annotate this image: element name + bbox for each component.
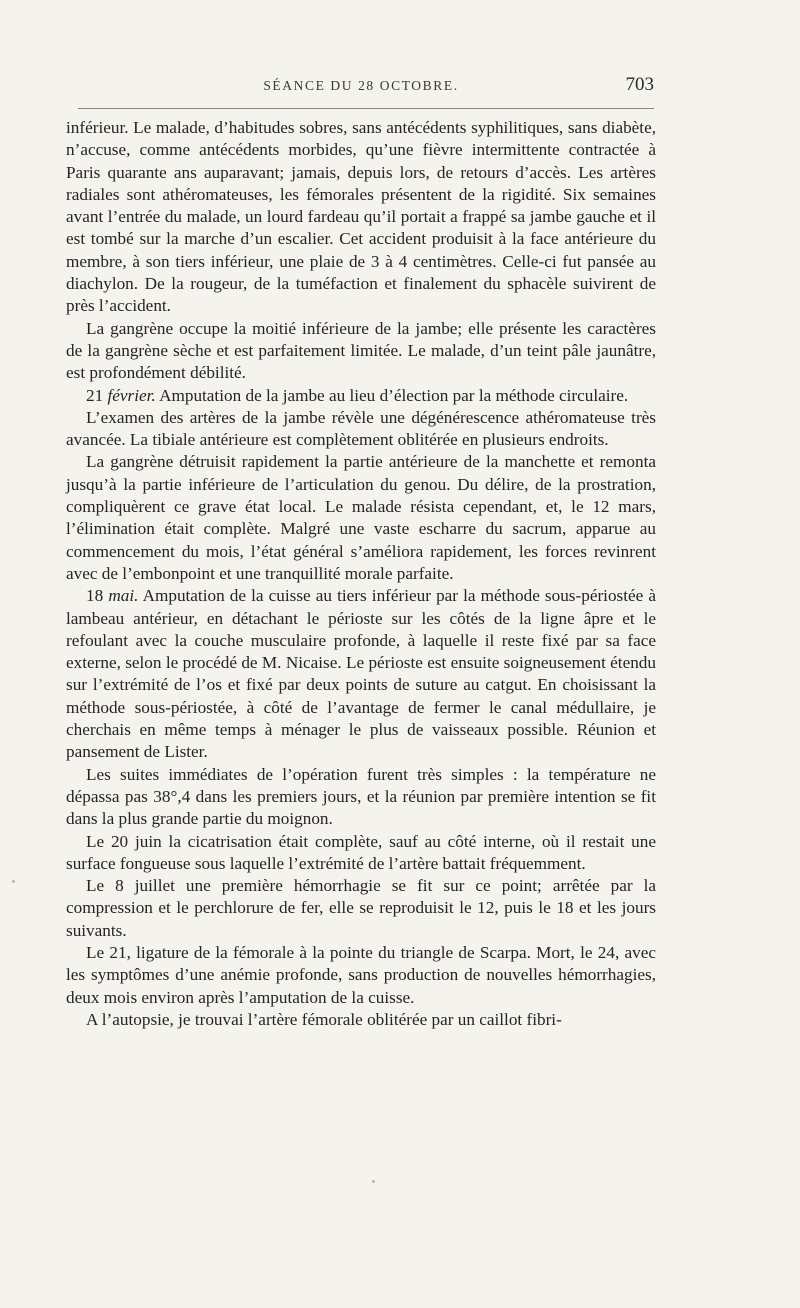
paragraph-postop-course: Les suites immédiates de l’opération furent très simples : la température ne dépassa pas 38°,4 dans les premiers jours, et la réunion par première intention se fit dans la plus grande partie du moignon. xyxy=(66,764,656,829)
running-head: SÉANCE DU 28 OCTOBRE. xyxy=(263,78,459,93)
page-header xyxy=(66,74,656,104)
date-day: 18 xyxy=(86,586,104,606)
paragraph-autopsy: A l’autopsie, je trouvai l’artère fémorale oblitérée par un caillot fibri- xyxy=(86,1009,562,1029)
paragraph-artery-exam: L’examen des artères de la jambe révèle une dégénérescence athéromateuse très avancée. La tibiale antérieure est complètement oblitérée en plusieurs endroits. xyxy=(66,407,656,450)
date-day: 21 xyxy=(86,385,104,405)
page-number: 703 xyxy=(625,74,654,95)
paragraph-patient-history: inférieur. Le malade, d’habitudes sobres, sans antécédents syphilitiques, sans diabète, n’accuse, comme antécédents morbides, qu’une fièvre intermittente contractée à Paris quarante ans auparavant; jamais, depuis lors, de retours d’accès. Les artères radiales sont athéromateuses, les fémorales présentent de la rigidité. Six semaines avant l’entrée du malade, un lourd fardeau qu’il portait a frappé sa jambe gauche et il est tombé sur la marche d’un escalier. Cet accident produisit à la face antérieure du membre, à son tiers inférieur, une plaie de 3 à 4 centimètres. Celle-ci fut pansée au diachylon. De la rougeur, de la tuméfaction et finalement du sphacèle suivirent de près l’accident. xyxy=(66,118,656,316)
header-rule xyxy=(78,108,654,109)
date-month: février. xyxy=(107,385,156,405)
paragraph-thigh-amputation xyxy=(66,585,656,763)
paragraph-body: Amputation de la cuisse au tiers inférieur par la méthode sous-périostée à lambeau antérieur, en détachant le périoste sur les côtés de la ligne âpre et le refoulant avec la couche musculaire profonde, à laquelle il reste fixé par sa face externe, selon le procédé de M. Nicaise. Le périoste est ensuite soigneusement étendu sur l’extrémité de l’os et fixé par deux points de suture au catgut. En choisissant la méthode sous-périostée, à côté de l’avantage de fermer le canal médullaire, je cherchais en même temps à ménager le plus de vaisseaux possible. Réunion et pansement de Lister. xyxy=(66,586,656,762)
paper-speck xyxy=(12,880,15,883)
paragraph-body: Amputation de la jambe au lieu d’élection par la méthode circulaire. xyxy=(159,385,629,405)
paragraph-gangrene-description: La gangrène occupe la moitié inférieure de la jambe; elle présente les caractères de la gangrène sèche et est parfaitement limitée. Le malade, d’un teint pâle jaunâtre, est profondément débilité. xyxy=(66,318,656,383)
body-text xyxy=(66,117,656,1031)
paper-speck xyxy=(372,1180,375,1183)
paragraph-june-healing: Le 20 juin la cicatrisation était complète, sauf au côté interne, où il restait une surface fongueuse sous laquelle l’extrémité de l’artère battait fréquemment. xyxy=(66,831,656,873)
date-month: mai. xyxy=(108,586,139,606)
paragraph-july-hemorrhage: Le 8 juillet une première hémorrhagie se fit sur ce point; arrêtée par la compression et le perchlorure de fer, elle se reproduisit le 12, puis le 18 et les jours suivants. xyxy=(66,876,656,940)
paragraph-leg-amputation xyxy=(66,385,656,407)
paragraph-ligature-death: Le 21, ligature de la fémorale à la pointe du triangle de Scarpa. Mort, le 24, avec les symptômes d’une anémie profonde, sans production de nouvelles hémorrhagies, deux mois environ après l’amputation de la cuisse. xyxy=(66,942,656,1007)
paragraph-gangrene-progress: La gangrène détruisit rapidement la partie antérieure de la manchette et remonta jusqu’à la partie inférieure de l’articulation du genou. Du délire, de la prostration, compliquèrent ce grave état local. Le malade résista cependant, et, le 12 mars, l’élimination était complète. Malgré une vaste escharre du sacrum, apparue au commencement du mois, l’état général s’améliora rapidement, les forces revinrent avec de l’embonpoint et une tranquillité morale parfaite. xyxy=(66,452,656,583)
